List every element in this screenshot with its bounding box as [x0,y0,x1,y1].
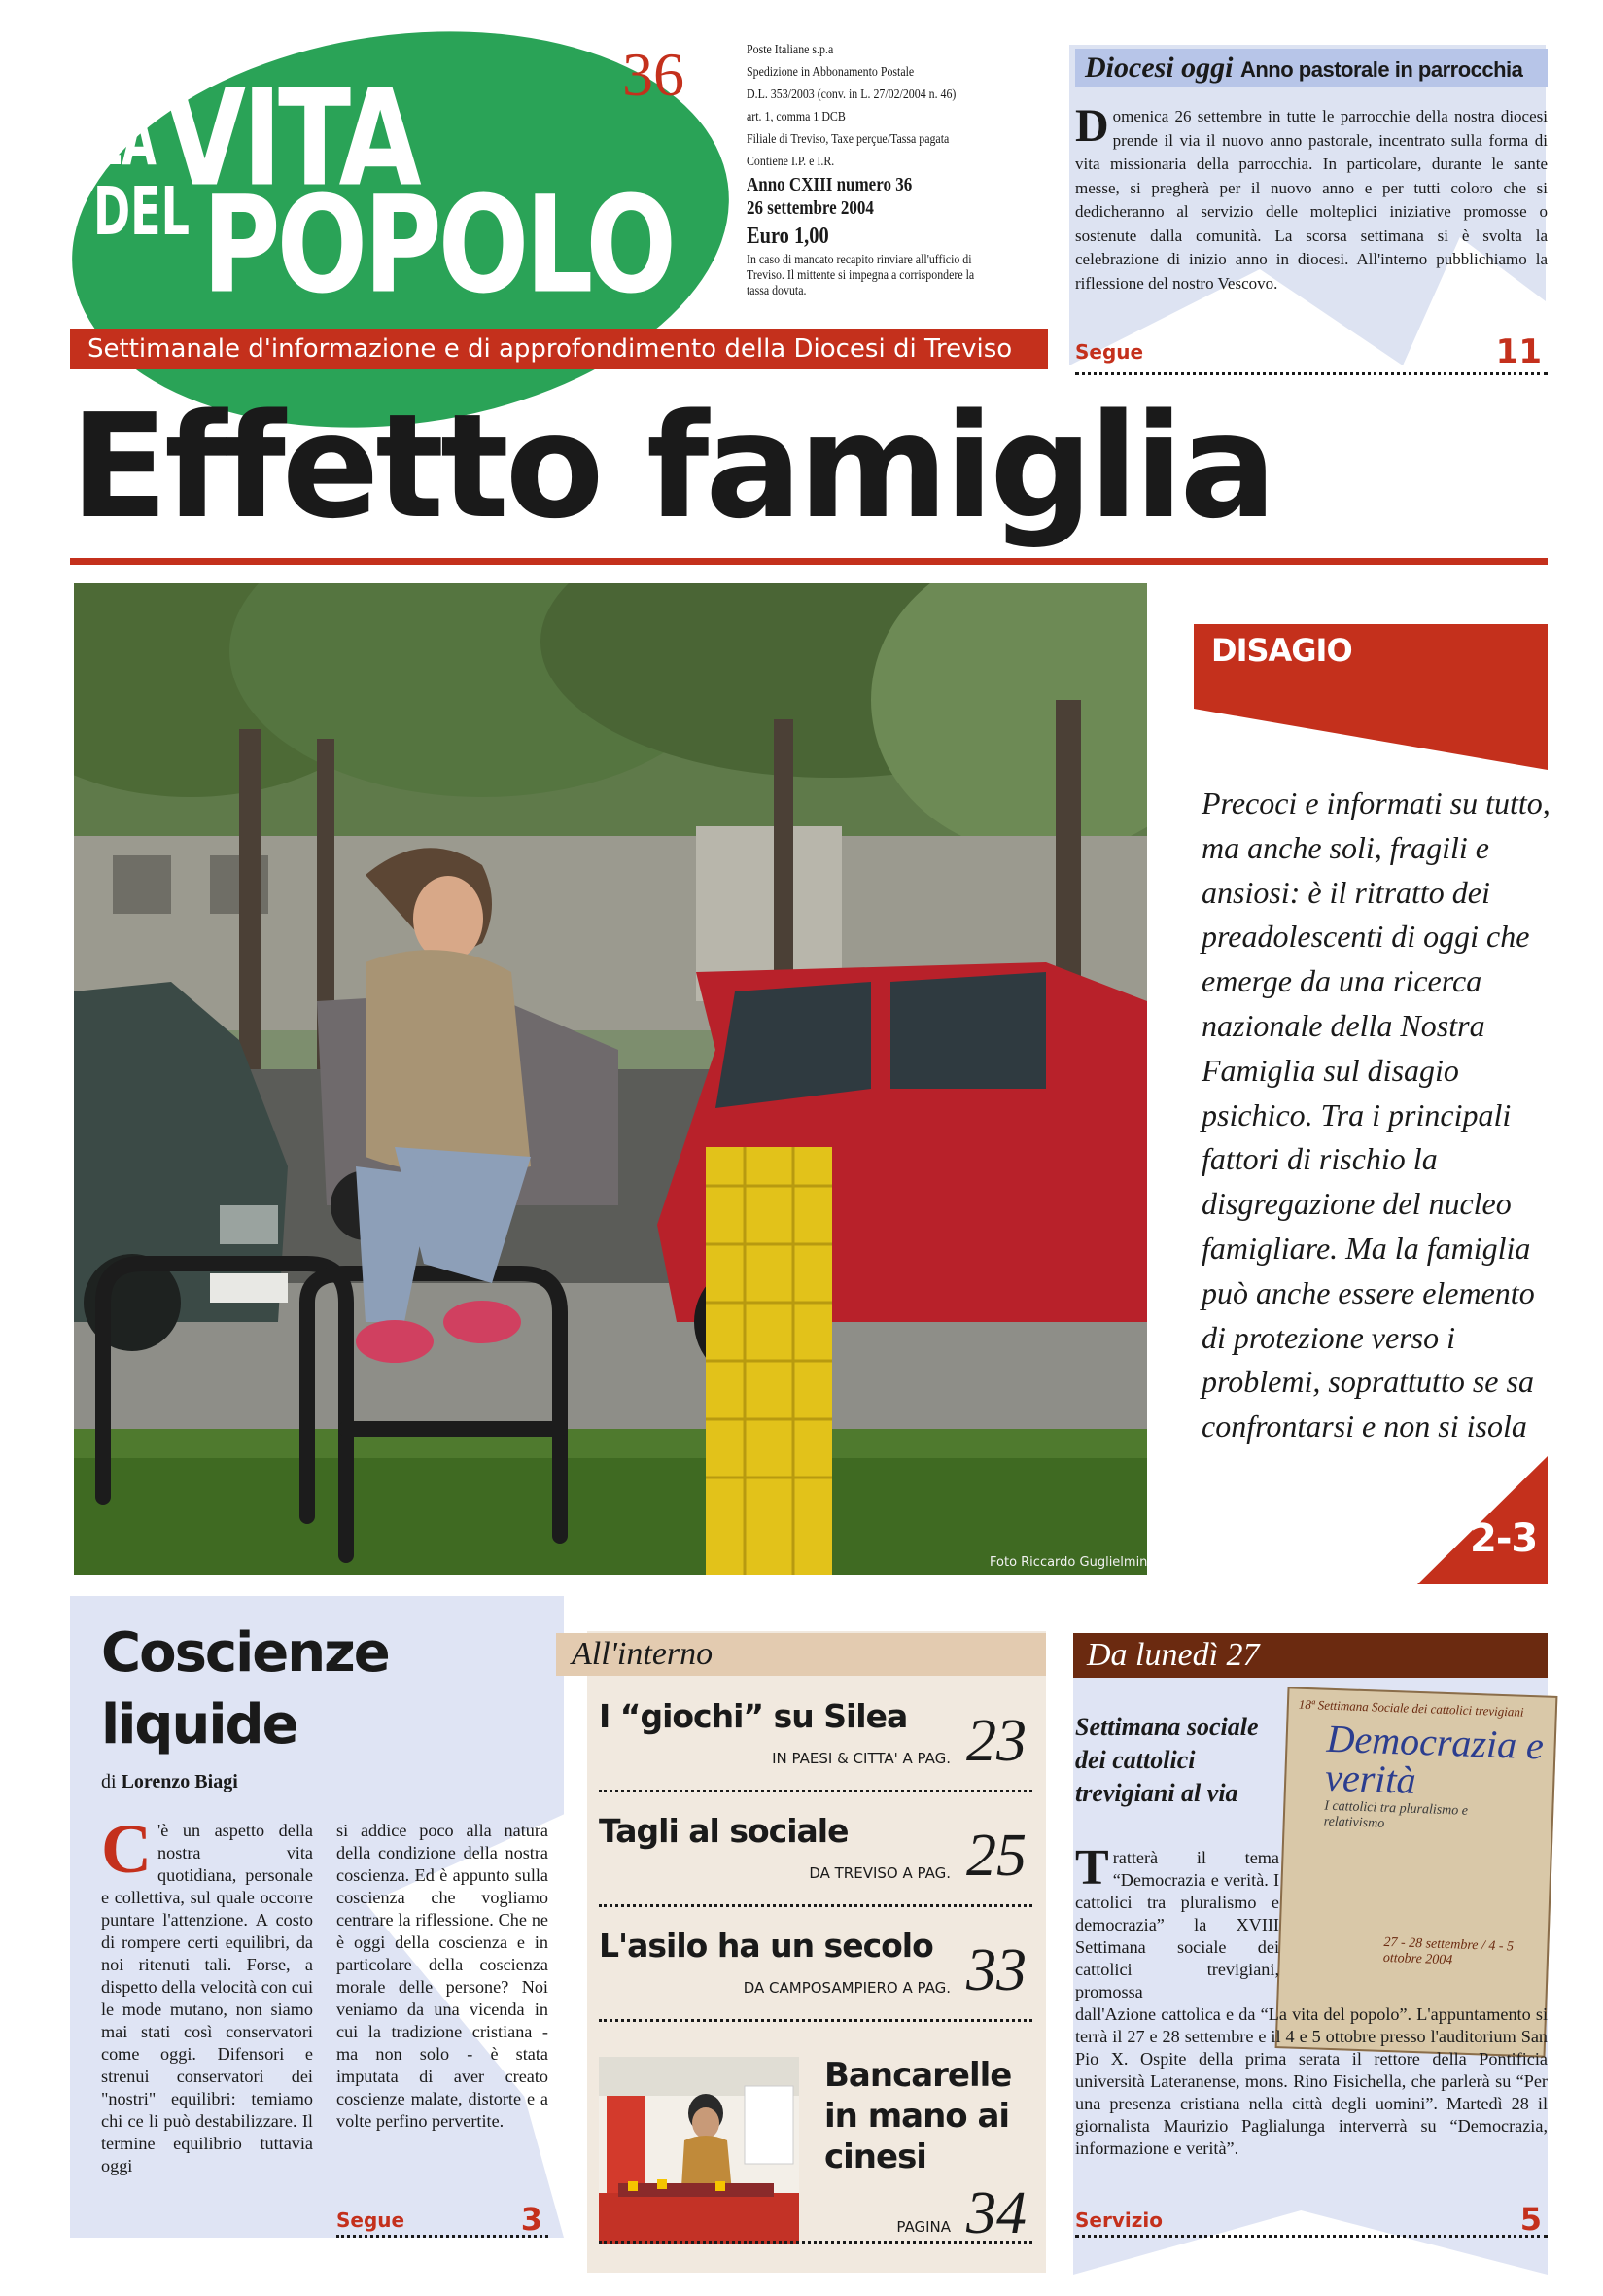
bancarelle-title[interactable]: Bancarelle in mano ai cinesi [824,2056,1012,2176]
diocesi-body [1075,100,1548,296]
interno-item[interactable] [599,1689,1032,1792]
continue-page: 5 [1519,2201,1542,2238]
coscienze-text-1: 'è un aspetto della nostra vita quotidiana, personale e collettiva, sul quale occorre puntare l'attenzione. A costo di rompere certi equilibri, da noi ritenuti tali. Forse, a dispetto della velocità con cui le mode mutano, non siamo mai stati così conservatori come oggi. Difensori e strenui conservatori dei "nostri" equilibri: temiamo chi ce li può destabilizzare. Il termine equilibrio tuttavia oggi [101,1821,313,2175]
diocesi-title: Diocesi oggi [1085,52,1234,84]
return-notice: In caso di mancato recapito rinviare all'ufficio di Treviso. Il mittente si impegna a corrispondere la tassa dovuta. [747,253,975,298]
interno-item-page: 33 [966,1937,1027,2003]
masthead-logo [93,58,696,321]
bancarelle-page-label: PAGINA [896,2218,951,2236]
year-issue: Anno CXIII numero 36 [747,174,913,195]
continue-label[interactable]: Segue [336,2209,405,2232]
postal-line: D.L. 353/2003 (conv. in L. 27/02/2004 n. 46) [747,87,957,102]
diocesi-text: omenica 26 settembre in tutte le parrocchie della nostra diocesi prende il via il nuovo anno pastorale, incentrato sulla forma di vita missionaria della parrocchia. In particolare, durante le sante messe, si pregherà per il nuovo anno e per tutti coloro che si dedicheranno al servizio delle molteplici iniziative promosse o sostenute dalla comunità. La scorsa settimana si è svolta la celebrazione di inizio anno in diocesi. All'interno pubblichiamo la riflessione del nostro Vescovo. [1075,107,1548,293]
interno-item-section: DA TREVISO A PAG. [809,1864,951,1882]
postal-line: Poste Italiane s.p.a [747,43,834,57]
lunedi-text-1: ratterà il tema “Democrazia e verità. I cattolici tra pluralismo e democrazia” la XVIII Settimana sociale dei cattolici trevigiani, promossa [1075,1848,1279,2001]
main-photo [74,583,1147,1575]
disagio-pages[interactable]: 2-3 [1470,1516,1538,1561]
logo-del: DEL [93,171,190,251]
main-headline: Effetto famiglia [70,383,1273,550]
disagio-text: Precoci e informati su tutto, ma anche soli, fragili e ansiosi: è il ritratto dei preadolescenti di oggi che emerge da una ricerca nazionale della Nostra Famiglia sul disagio psichico. Tra i principali fattori di rischio la disgregazione del nucleo famigliare. Ma la famiglia può anche essere elemento di protezione verso i problemi, soprattutto se sa confrontarsi e non si isola [1202,785,1551,1444]
logo-la: LA [93,101,157,181]
poster-subtitle: I cattolici tra pluralismo e relativismo [1323,1798,1469,1831]
disagio-label: DISAGIO [1211,632,1352,669]
coscienze-byline [101,1771,238,1793]
interno-item-page: 25 [966,1823,1027,1889]
poster-title: Democrazia e verità [1324,1716,1545,1802]
interno-item-title[interactable]: L'asilo ha un secolo [599,1927,933,1965]
coscienze-column-1 [101,1810,313,2177]
poster-dates: 27 - 28 settembre / 4 - 5 ottobre 2004 [1382,1934,1515,1968]
coscienze-title: Coscienze liquide [101,1621,389,1757]
continue-label[interactable]: Servizio [1075,2209,1163,2232]
interno-item-section: IN PAESI & CITTA' A PAG. [772,1750,951,1767]
coscienze-continue[interactable] [336,2203,548,2238]
lunedi-header: Da lunedì 27 [1073,1633,1548,1678]
bancarelle-page-ref[interactable] [599,2180,1032,2246]
lunedi-text-narrow [1075,1840,1279,2003]
headline-rule [70,558,1548,565]
byline-prefix: di [101,1771,117,1792]
poster-top-text: 18ª Settimana Sociale dei cattolici trevigiani [1298,1696,1524,1720]
lunedi-text-2: dall'Azione cattolica e da “La vita del popolo”. L'appuntamento si terrà il 27 e 28 settembre e il 4 e 5 ottobre presso l'auditorium San Pio X. Ospite della prima serata il rettore della Pontificia università Lateranense, mons. Rino Fisichella, che parlerà su “Per una presenza cristiana nella città degli uomini”. Martedì 28 il giornalista Maurizio Paglialunga interverrà su “Democrazia, informazione e verità”. [1075,2004,1548,2158]
byline-author: Lorenzo Biagi [121,1771,238,1792]
interno-item[interactable] [599,1804,1032,1907]
continue-label[interactable]: Segue [1075,340,1144,364]
drop-cap: T [1075,1840,1109,1896]
drop-cap: D [1075,100,1109,152]
logo-popolo: POPOLO [202,167,673,323]
interno-item[interactable] [599,1919,1032,2022]
postal-line: art. 1, comma 1 DCB [747,110,846,124]
bancarelle-page-number: 34 [966,2180,1027,2246]
issue-price: Euro 1,00 [747,224,829,249]
lunedi-body [1075,1840,1548,2160]
diocesi-subtitle: Anno pastorale in parrocchia [1239,57,1523,82]
coscienze-column-2: si addice poco alla natura della condizione della nostra coscienza. Ed è appunto sulla coscienza che vogliamo centrare la riflessione. Che ne è oggi della coscienza e in particolare della coscienza morale delle persone? Noi veniamo da una vicenda in cui la tradizione cristiana - ma non solo - è stata imputata di aver creato coscienze malate, distorte e a volte perfino pervertite. [336,1821,548,2131]
interno-item-page: 23 [966,1708,1027,1774]
interno-item-title[interactable]: Tagli al sociale [599,1812,849,1850]
diocesi-continue[interactable] [1075,332,1548,375]
issue-number: 36 [622,40,684,109]
postal-info [747,39,994,299]
postal-line: Spedizione in Abbonamento Postale [747,65,915,80]
drop-cap: C [101,1810,152,1888]
issue-date: 26 settembre 2004 [747,197,874,219]
interno-header: All'interno [556,1633,1046,1676]
logo-vita: VITA [163,60,418,216]
interno-item-section: DA CAMPOSAMPIERO A PAG. [743,1979,951,1997]
lunedi-continue[interactable] [1075,2203,1548,2238]
continue-page: 11 [1495,332,1542,371]
photo-credit: Foto Riccardo Guglielmin [990,1555,1148,1570]
postal-line: Filiale di Treviso, Taxe perçue/Tassa pagata [747,132,950,147]
continue-page: 3 [520,2201,542,2238]
interno-item-title[interactable]: I “giochi” su Silea [599,1697,908,1735]
lunedi-subtitle: Settimana sociale dei cattolici trevigiani al via [1075,1713,1259,1807]
diocesi-header [1075,49,1548,87]
postal-line: Contiene I.P. e I.R. [747,155,835,169]
masthead-subtitle: Settimanale d'informazione e di approfondimento della Diocesi di Treviso [70,329,1048,369]
